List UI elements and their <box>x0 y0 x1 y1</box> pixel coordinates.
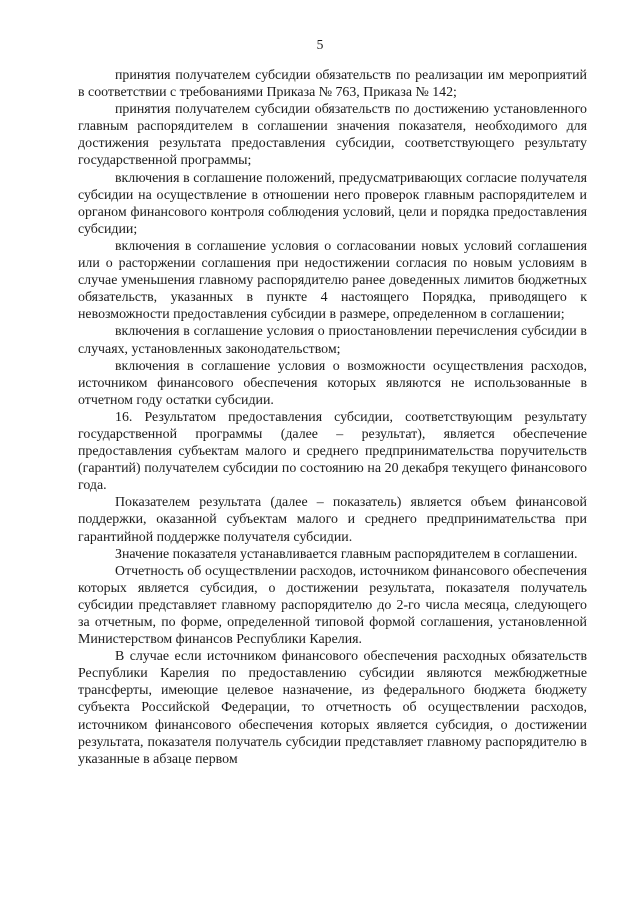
paragraph: В случае если источником финансового обеспечения расходных обязательств Республики Карелия по предоставлению субсидии являются межбюджетные трансферты, имеющие целевое назначение, из федерального бюджета бюджету субъекта Российской Федерации, то отчетность об осуществлении расходов, источником финансового обеспечения которых является субсидия, о достижении результата, показателя получатель субсидии представляет главному распорядителю в указанные в абзаце первом <box>78 649 587 767</box>
document-body <box>78 67 587 768</box>
paragraph: Значение показателя устанавливается главным распорядителем в соглашении. <box>115 546 578 562</box>
paragraph: Показателем результата (далее – показатель) является объем финансовой поддержки, оказанной субъектам малого и среднего предпринимательства при гарантийной поддержке получателя субсидии. <box>78 495 587 545</box>
paragraph-item-16: 16. Результатом предоставления субсидии, соответствующим результату государственной программы (далее – результат), является обеспечение предоставления субъектам малого и среднего предпринимательства поручительств (гарантий) получателем субсидии по состоянию на 20 декабря текущего финансового года. <box>78 409 587 494</box>
paragraph: Отчетность об осуществлении расходов, источником финансового обеспечения которых является субсидия, о достижении результата, показателя получатель субсидии представляет главному распорядителю до 2-го числа месяца, следующего за отчетным, по форме, определенной типовой формой соглашения, установленной Министерством финансов Республики Карелия. <box>78 563 587 648</box>
page-number: 5 <box>316 37 324 52</box>
paragraph: принятия получателем субсидии обязательств по реализации им мероприятий в соответствии с требованиями Приказа № 763, Приказа № 142; <box>78 68 587 101</box>
paragraph: включения в соглашение положений, предусматривающих согласие получателя субсидии на осуществление в отношении него проверок главным распорядителем и органом финансового контроля соблюдения условий, цели и порядка предоставления субсидии; <box>78 170 587 237</box>
paragraph: включения в соглашение условия о приостановлении перечисления субсидии в случаях, установленных законодательством; <box>78 324 587 357</box>
paragraph: включения в соглашение условия о согласовании новых условий соглашения или о расторжении соглашения при недостижении согласия по новым условиям в случае уменьшения главному распорядителю ранее доведенных лимитов бюджетных обязательств, указанных в пункте 4 настоящего Порядка, приводящего к невозможности предоставления субсидии в размере, определенном в соглашении; <box>78 238 587 323</box>
paragraph: включения в соглашение условия о возможности осуществления расходов, источником финансового обеспечения которых являются не использованные в отчетном году остатки субсидии. <box>78 358 587 408</box>
paragraph: принятия получателем субсидии обязательств по достижению установленного главным распорядителем в соглашении значения показателя, необходимого для достижения результата предоставления субсидии, соответствующего результату государственной программы; <box>78 102 587 169</box>
